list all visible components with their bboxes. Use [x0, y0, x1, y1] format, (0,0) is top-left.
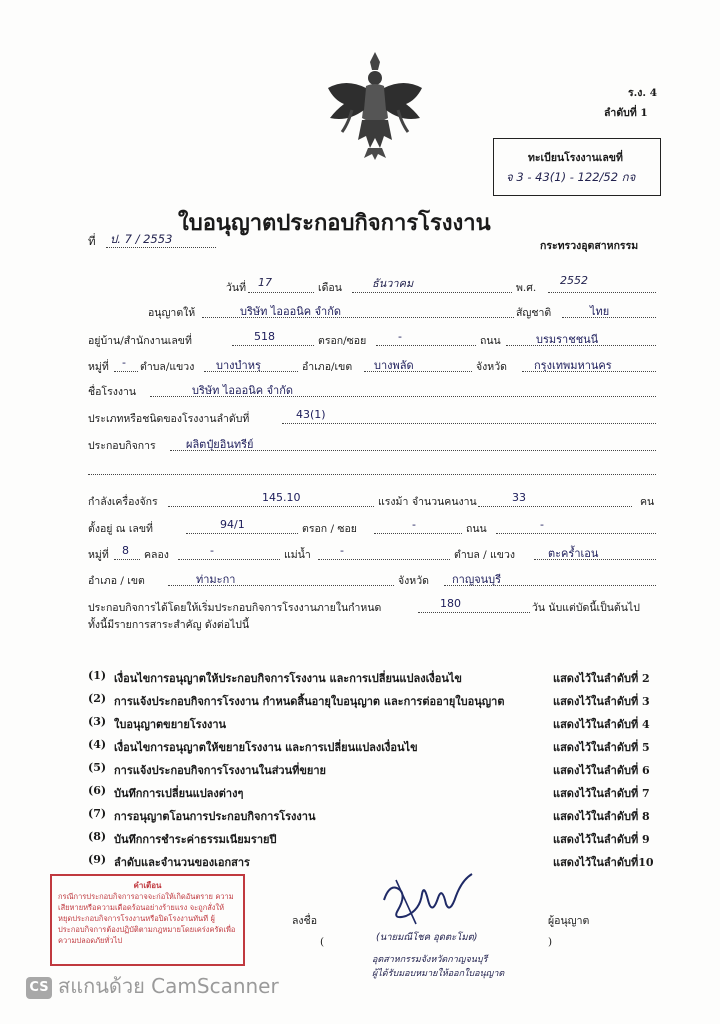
workers-value: 33 [512, 491, 526, 504]
district-label: อำเภอ/เขต [302, 361, 353, 373]
ministry-name: กระทรวงอุตสาหกรรม [540, 240, 639, 252]
start-text-3: ทั้งนี้มีรายการสาระสำคัญ ดังต่อไปนี้ [88, 619, 250, 631]
canal-label: คลอง [144, 549, 169, 561]
machine-label: กำลังเครื่องจักร [88, 496, 158, 508]
location-road-value: - [540, 518, 544, 531]
grantee-label: อนุญาตให้ [148, 307, 196, 319]
factory-name-label: ชื่อโรงงาน [88, 386, 137, 398]
list-item: (4) เงื่อนไขการอนุญาตให้ขยายโรงงาน และการเปลี่ยนแปลงเงื่อนไข แสดงไว้ในลำดับที่ 5 [88, 738, 650, 754]
month-value: ธันวาคม [372, 277, 414, 290]
address-label: อยู่บ้าน/สำนักงานเลขที่ [88, 335, 192, 347]
location-district-value: ท่ามะกา [196, 573, 236, 586]
month-label: เดือน [318, 282, 342, 294]
list-item: (2) การแจ้งประกอบกิจการโรงงาน กำหนดสิ้นอายุใบอนุญาต และการต่ออายุใบอนุญาต แสดงไว้ในลำดับที่ 3 [88, 692, 650, 708]
location-label: ตั้งอยู่ ณ เลขที่ [88, 523, 153, 535]
person-label: คน [640, 496, 655, 508]
nationality-label: สัญชาติ [516, 307, 552, 319]
factory-name-value: บริษัท ไอออนิค จำกัด [192, 384, 294, 397]
location-province-label: จังหวัด [398, 575, 429, 587]
order-number: ลำดับที่ 1 [604, 107, 648, 119]
river-value: - [340, 544, 344, 557]
business-label: ประกอบกิจการ [88, 440, 156, 452]
camscanner-logo-icon: CS [26, 977, 52, 999]
registration-number: จ 3 - 43(1) - 122/52 กจ [506, 170, 636, 184]
hp-label: แรงม้า [378, 496, 409, 508]
river-label: แม่น้ำ [284, 549, 311, 561]
nationality-value: ไทย [590, 305, 610, 318]
province-value: กรุงเทพมหานคร [534, 359, 612, 372]
list-item: (9) ลำดับและจำนวนของเอกสาร แสดงไว้ในลำดับที่10 [88, 853, 654, 869]
registration-label: ทะเบียนโรงงานเลขที่ [528, 152, 623, 164]
location-subdistrict-label: ตำบล / แขวง [454, 549, 515, 561]
stamp-title: คำเตือน [133, 881, 162, 890]
list-item: (5) การแจ้งประกอบกิจการโรงงานในส่วนที่ขยาย แสดงไว้ในลำดับที่ 6 [88, 761, 650, 777]
factory-type-label: ประเภทหรือชนิดของโรงงานลำดับที่ [88, 413, 250, 425]
signer-position-2: ผู้ได้รับมอบหมายให้ออกใบอนุญาต [372, 969, 505, 979]
camscanner-watermark [26, 970, 279, 996]
factory-type-value: 43(1) [296, 408, 326, 421]
grantor-label: ผู้อนุญาต [548, 915, 590, 927]
garuda-emblem-icon [322, 48, 428, 162]
document-number: ป. 7 / 2553 [110, 232, 173, 246]
location-no-value: 94/1 [220, 518, 245, 531]
signer-position-1: อุตสาหกรรมจังหวัดกาญจนบุรี [372, 955, 488, 965]
location-road-label: ถนน [466, 523, 487, 535]
start-days-value: 180 [440, 597, 461, 610]
start-text-1: ประกอบกิจการได้โดยให้เริ่มประกอบกิจการโรงงานภายในกำหนด [88, 602, 382, 614]
document-prefix: ที่ [88, 234, 96, 248]
subdistrict-label: ตำบล/แขวง [140, 361, 195, 373]
road-value: บรมราชชนนี [536, 333, 599, 346]
list-item: (1) เงื่อนไขการอนุญาตให้ประกอบกิจการโรงงาน และการเปลี่ยนแปลงเงื่อนไข แสดงไว้ในลำดับที่ 2 [88, 669, 650, 685]
watermark-text: สแกนด้วย CamScanner [58, 974, 279, 998]
location-district-label: อำเภอ / เขต [88, 575, 145, 587]
business-value: ผลิตปุ๋ยอินทรีย์ [186, 438, 254, 451]
start-text-2: วัน นับแต่บัดนี้เป็นต้นไป [532, 602, 640, 614]
location-alley-value: - [412, 518, 416, 531]
location-moo-value: 8 [122, 544, 129, 557]
form-code: ร.ง. 4 [628, 87, 658, 99]
moo-label: หมู่ที่ [88, 361, 109, 373]
signer-name: (นายมณีโชค อุดตะโมต) [376, 932, 478, 943]
address-no: 518 [254, 330, 275, 343]
alley-value: - [398, 330, 402, 343]
paren-close: ) [548, 936, 553, 948]
location-alley-label: ตรอก / ซอย [302, 523, 357, 535]
warning-stamp [50, 874, 245, 966]
list-item: (7) การอนุญาตโอนการประกอบกิจการโรงงาน แสดงไว้ในลำดับที่ 8 [88, 807, 650, 823]
paren-open: ( [320, 936, 325, 948]
location-subdistrict-value: ตะคร้ำเอน [548, 547, 599, 560]
moo-value: - [122, 356, 126, 369]
location-moo-label: หมู่ที่ [88, 549, 109, 561]
day-value: 17 [258, 276, 272, 289]
district-value: บางพลัด [374, 359, 414, 372]
province-label: จังหวัด [476, 361, 507, 373]
sign-label: ลงชื่อ [292, 915, 317, 927]
canal-value: - [210, 544, 214, 557]
grantee-value: บริษัท ไอออนิค จำกัด [240, 305, 342, 318]
year-label: พ.ศ. [516, 282, 537, 294]
registration-box [493, 138, 661, 196]
location-province-value: กาญจนบุรี [452, 573, 502, 586]
list-item: (6) บันทึกการเปลี่ยนแปลงต่างๆ แสดงไว้ในลำดับที่ 7 [88, 784, 650, 800]
road-label: ถนน [480, 335, 501, 347]
workers-label: จำนวนคนงาน [412, 496, 477, 508]
document-title: ใบอนุญาตประกอบกิจการโรงงาน [178, 210, 491, 236]
year-value: 2552 [560, 274, 588, 287]
subdistrict-value: บางบำหรุ [216, 359, 261, 372]
alley-label: ตรอก/ซอย [318, 335, 367, 347]
list-item: (8) บันทึกการชำระค่าธรรมเนียมรายปี แสดงไว้ในลำดับที่ 9 [88, 830, 650, 846]
machine-hp-value: 145.10 [262, 491, 301, 504]
signature-icon [376, 870, 486, 930]
list-item: (3) ใบอนุญาตขยายโรงงาน แสดงไว้ในลำดับที่ 4 [88, 715, 650, 731]
day-label: วันที่ [226, 282, 246, 294]
stamp-text: กรณีการประกอบกิจการอาจจะก่อให้เกิดอันตราย ความเสียหายหรือความเดือดร้อนอย่างร้ายแรง จะถูกสั่งให้หยุดประกอบกิจการโรงงานหรือปิดโรงงานทันที ผู้ประกอบกิจการต้องปฏิบัติตามกฎหมายโดยเคร่งครัดเพื่อความปลอดภัยทั่วไป [58, 892, 236, 945]
